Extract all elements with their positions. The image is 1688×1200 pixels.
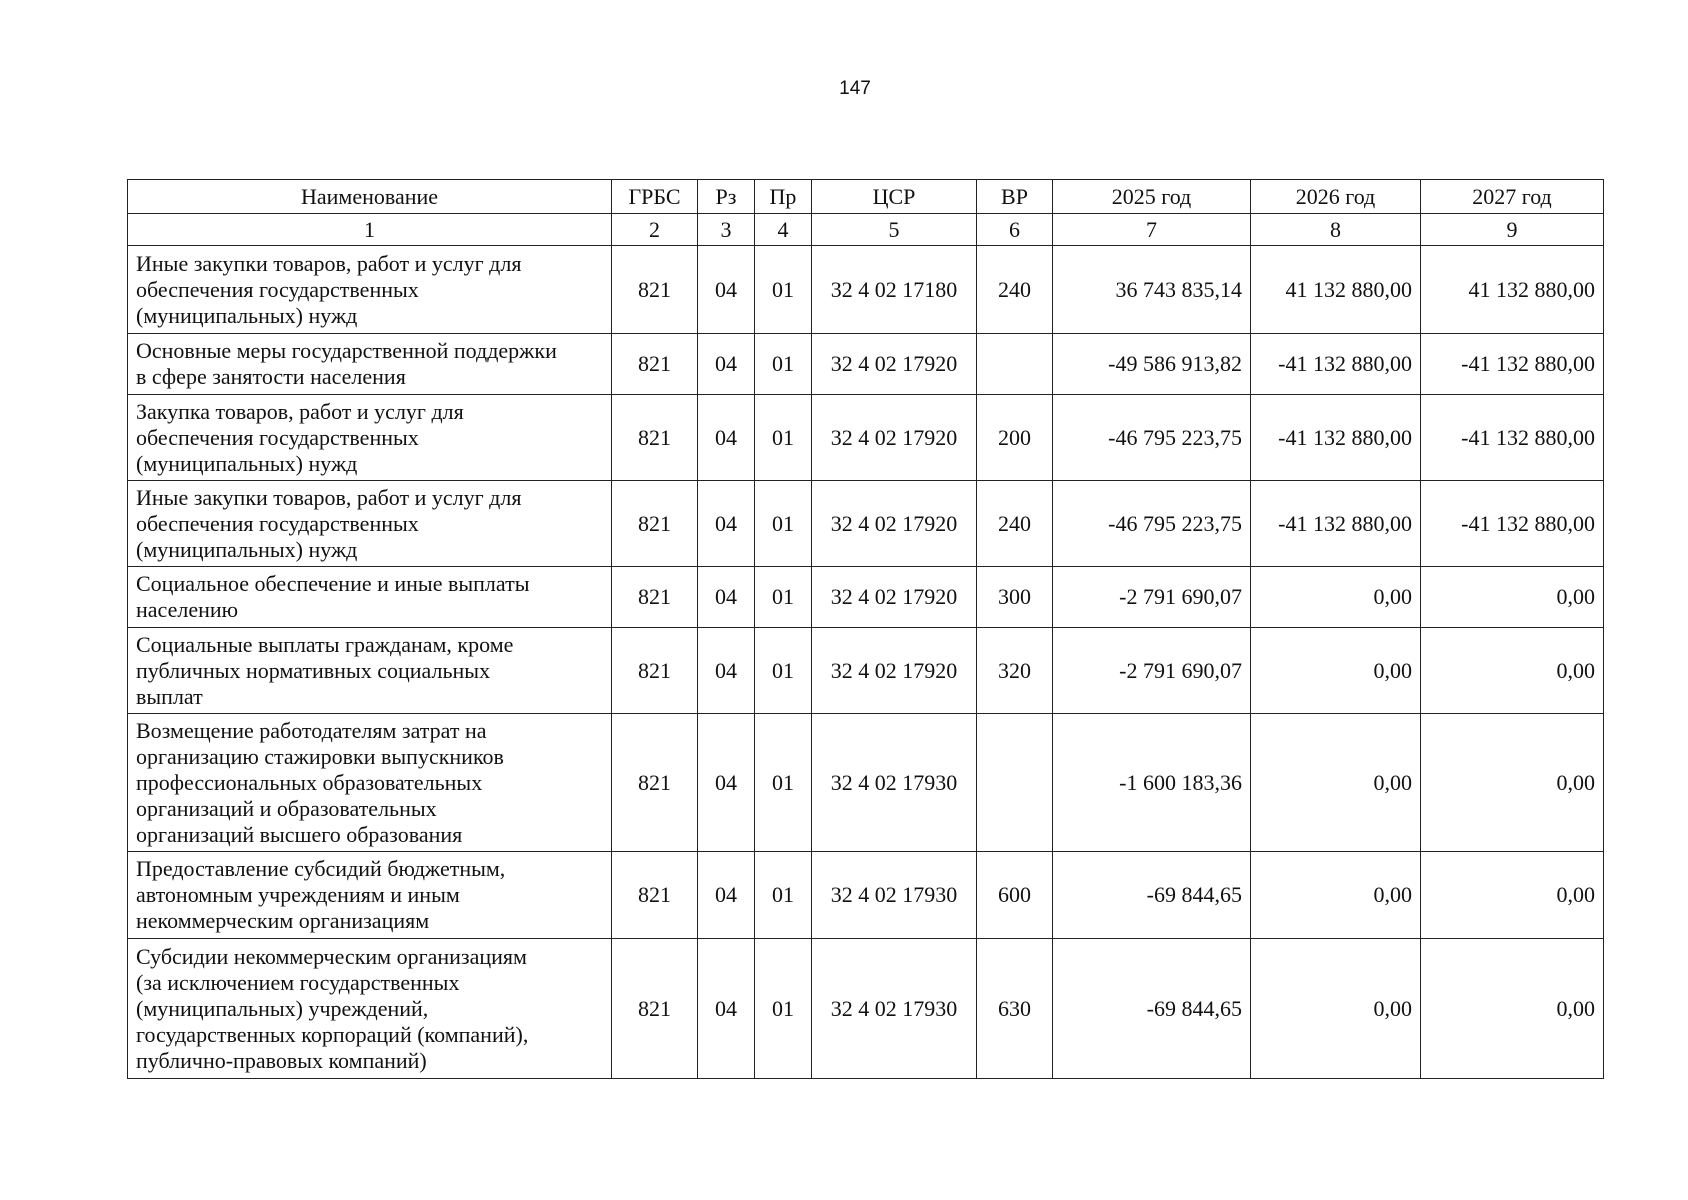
cell-2026: -41 132 880,00 [1251,334,1421,395]
table-row [128,852,1604,939]
cell-vr [977,714,1053,852]
cell-vr: 600 [977,852,1053,939]
cell-pr: 01 [755,481,812,567]
cell-name-line: обеспечения государственных [136,510,419,536]
cell-name-line: (муниципальных) учреждений, [136,995,429,1021]
cell-rz: 04 [698,481,755,567]
cell-grbs: 821 [612,395,698,481]
column-number: 8 [1251,214,1421,246]
cell-rz: 04 [698,714,755,852]
cell-2027: 0,00 [1421,852,1604,939]
cell-rz: 04 [698,567,755,628]
cell-2026: 0,00 [1251,714,1421,852]
cell-name [128,334,612,395]
cell-pr: 01 [755,334,812,395]
cell-name-line: (муниципальных) нужд [136,302,358,328]
column-number: 6 [977,214,1053,246]
cell-2025: -2 791 690,07 [1053,628,1251,714]
column-number: 4 [755,214,812,246]
cell-grbs: 821 [612,334,698,395]
cell-name [128,939,612,1079]
cell-2026: 0,00 [1251,939,1421,1079]
cell-pr: 01 [755,939,812,1079]
cell-vr: 300 [977,567,1053,628]
cell-name [128,567,612,628]
cell-name-line: публично-правовых компаний) [136,1047,427,1073]
cell-2027: -41 132 880,00 [1421,395,1604,481]
cell-2026: 0,00 [1251,567,1421,628]
cell-2027: 0,00 [1421,939,1604,1079]
cell-2025: -46 795 223,75 [1053,395,1251,481]
cell-name-line: Основные меры государственной поддержки [136,338,557,363]
cell-rz: 04 [698,628,755,714]
cell-2026: -41 132 880,00 [1251,481,1421,567]
cell-name-line: (муниципальных) нужд [136,536,358,562]
cell-name-line: Иные закупки товаров, работ и услуг для [136,484,522,510]
table-body [128,246,1604,1079]
cell-csr: 32 4 02 17930 [812,939,977,1079]
budget-table [127,179,1604,1079]
cell-name-line: Субсидии некоммерческим организациям [136,943,527,969]
cell-name-line: населению [136,597,239,622]
column-number: 3 [698,214,755,246]
cell-grbs: 821 [612,628,698,714]
column-number: 2 [612,214,698,246]
cell-rz: 04 [698,246,755,334]
cell-vr: 240 [977,246,1053,334]
cell-name-line: (муниципальных) нужд [136,450,358,476]
cell-grbs: 821 [612,852,698,939]
cell-name-line: профессиональных образовательных [136,769,483,795]
cell-2026: 0,00 [1251,628,1421,714]
cell-name-line: обеспечения государственных [136,276,419,302]
cell-2027: -41 132 880,00 [1421,334,1604,395]
cell-pr: 01 [755,395,812,481]
cell-name-line: организаций и образовательных [136,795,437,821]
cell-rz: 04 [698,395,755,481]
cell-name-line: Иные закупки товаров, работ и услуг для [136,250,522,276]
cell-2026: 0,00 [1251,852,1421,939]
header-grbs: ГРБС [612,180,698,214]
cell-name [128,246,612,334]
cell-name-line: в сфере занятости населения [136,364,406,389]
header-rz: Рз [698,180,755,214]
cell-2025: -69 844,65 [1053,852,1251,939]
cell-pr: 01 [755,628,812,714]
cell-2027: -41 132 880,00 [1421,481,1604,567]
cell-csr: 32 4 02 17920 [812,567,977,628]
cell-name-line: выплат [136,683,203,709]
cell-name-line: Закупка товаров, работ и услуг для [136,398,464,424]
table-row [128,628,1604,714]
cell-pr: 01 [755,567,812,628]
cell-name-line: организацию стажировки выпускников [136,743,504,769]
table-row [128,939,1604,1079]
cell-grbs: 821 [612,714,698,852]
cell-2025: -69 844,65 [1053,939,1251,1079]
cell-name-line: Возмещение работодателям затрат на [136,717,487,743]
cell-2025: 36 743 835,14 [1053,246,1251,334]
page-number: 147 [839,78,871,99]
cell-vr: 320 [977,628,1053,714]
column-number: 5 [812,214,977,246]
cell-name-line: Социальные выплаты гражданам, кроме [136,631,514,657]
header-csr: ЦСР [812,180,977,214]
cell-name-line: публичных нормативных социальных [136,657,491,683]
cell-name-line: (за исключением государственных [136,969,460,995]
column-number: 9 [1421,214,1604,246]
table-row [128,714,1604,852]
cell-rz: 04 [698,852,755,939]
cell-name-line: государственных корпораций (компаний), [136,1021,529,1047]
cell-csr: 32 4 02 17920 [812,481,977,567]
cell-grbs: 821 [612,481,698,567]
cell-name [128,628,612,714]
header-name: Наименование [128,180,612,214]
cell-2025: -1 600 183,36 [1053,714,1251,852]
cell-2025: -49 586 913,82 [1053,334,1251,395]
column-number: 1 [128,214,612,246]
cell-vr: 200 [977,395,1053,481]
cell-pr: 01 [755,714,812,852]
cell-name [128,481,612,567]
table-row [128,567,1604,628]
cell-csr: 32 4 02 17920 [812,395,977,481]
cell-2025: -46 795 223,75 [1053,481,1251,567]
cell-name-line: организаций высшего образования [136,821,463,847]
cell-vr: 630 [977,939,1053,1079]
cell-csr: 32 4 02 17920 [812,334,977,395]
header-row [128,180,1604,214]
cell-name-line: некоммерческим организациям [136,908,430,933]
cell-vr [977,334,1053,395]
cell-name-line: Социальное обеспечение и иные выплаты [136,571,530,596]
header-2025: 2025 год [1053,180,1251,214]
table-row [128,481,1604,567]
cell-name [128,714,612,852]
cell-csr: 32 4 02 17180 [812,246,977,334]
cell-csr: 32 4 02 17930 [812,714,977,852]
column-number: 7 [1053,214,1251,246]
cell-name [128,852,612,939]
table-row [128,395,1604,481]
cell-rz: 04 [698,939,755,1079]
cell-name-line: обеспечения государственных [136,424,419,450]
cell-name-line: Предоставление субсидий бюджетным, [136,856,506,881]
cell-2025: -2 791 690,07 [1053,567,1251,628]
header-2027: 2027 год [1421,180,1604,214]
cell-name-line: автономным учреждениям и иным [136,882,460,907]
cell-2026: -41 132 880,00 [1251,395,1421,481]
cell-name [128,395,612,481]
cell-rz: 04 [698,334,755,395]
cell-2027: 0,00 [1421,714,1604,852]
cell-pr: 01 [755,852,812,939]
cell-grbs: 821 [612,246,698,334]
cell-2027: 0,00 [1421,628,1604,714]
cell-2026: 41 132 880,00 [1251,246,1421,334]
header-2026: 2026 год [1251,180,1421,214]
table-row [128,246,1604,334]
cell-pr: 01 [755,246,812,334]
cell-2027: 0,00 [1421,567,1604,628]
header-pr: Пр [755,180,812,214]
header-vr: ВР [977,180,1053,214]
table-row [128,334,1604,395]
cell-vr: 240 [977,481,1053,567]
cell-grbs: 821 [612,567,698,628]
cell-csr: 32 4 02 17930 [812,852,977,939]
cell-csr: 32 4 02 17920 [812,628,977,714]
cell-grbs: 821 [612,939,698,1079]
column-number-row [128,214,1604,246]
cell-2027: 41 132 880,00 [1421,246,1604,334]
